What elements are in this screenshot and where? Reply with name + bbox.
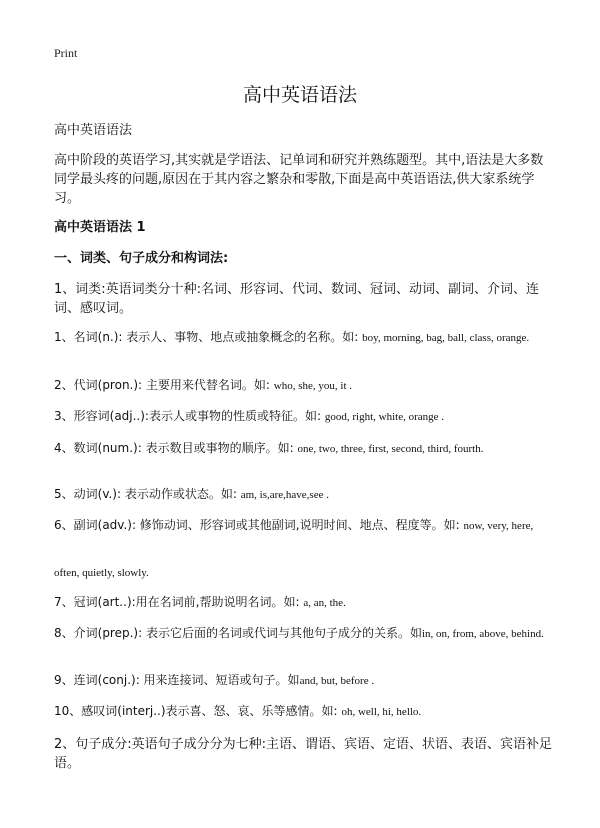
verb-label: 5、动词(v.): 表示动作或状态。如: — [54, 487, 237, 501]
noun-label: 1、名词(n.): 表示人、事物、地点或抽象概念的名称。如: — [54, 330, 359, 344]
preposition-paragraph — [54, 625, 554, 643]
adverb-label: 6、副词(adv.): 修饰动词、形容词或其他副词,说明时间、地点、程度等。如: — [54, 518, 460, 532]
noun-paragraph — [54, 329, 554, 347]
document-subtitle: 高中英语语法 — [54, 123, 133, 138]
article-label: 7、冠词(art..):用在名词前,帮助说明名词。如: — [54, 595, 300, 609]
pronoun-label: 2、代词(pron.): 主要用来代替名词。如: — [54, 378, 270, 392]
interjection-label: 10、感叹词(interj..)表示喜、怒、哀、乐等感情。如: — [54, 704, 338, 718]
adjective-examples: good, right, white, orange . — [324, 411, 445, 423]
intro-paragraph: 高中阶段的英语学习,其实就是学语法、记单词和研究并熟练题型。其中,语法是大多数同学最头疼的问题,原因在于其内容之繁杂和零散,下面是高中英语语法,供大家系统学习。 — [54, 153, 544, 206]
interjection-examples: oh, well, hi, hello. — [341, 706, 422, 718]
numeral-label: 4、数词(num.): 表示数目或事物的顺序。如: — [54, 441, 294, 455]
adjective-label: 3、形容词(adj..):表示人或事物的性质或特征。如: — [54, 409, 322, 423]
verb-paragraph — [54, 486, 554, 504]
article-paragraph — [54, 594, 554, 612]
sentence-parts-paragraph: 2、句子成分:英语句子成分分为七种:主语、谓语、宾语、定语、状语、表语、宾语补足语。 — [54, 737, 553, 771]
noun-examples: boy, morning, bag, ball, class, orange. — [362, 332, 530, 344]
interjection-paragraph — [54, 703, 554, 721]
conjunction-label: 9、连词(conj.): 用来连接词、短语或句子。如 — [54, 673, 300, 687]
adverb-examples: now, very, here, — [463, 520, 534, 532]
adverb-examples-continued — [54, 564, 554, 582]
article-examples: a, an, the. — [303, 597, 346, 609]
adverb-paragraph — [54, 517, 554, 535]
conjunction-paragraph — [54, 672, 554, 690]
numeral-paragraph — [54, 440, 554, 458]
preposition-label: 8、介词(prep.): 表示它后面的名词或代词与其他句子成分的关系。如 — [54, 626, 422, 640]
print-link[interactable]: Print — [54, 46, 78, 60]
verb-examples: am, is,are,have,see . — [240, 489, 329, 501]
page-title: 高中英语语法 — [242, 84, 357, 106]
word-classes-paragraph: 1、词类:英语词类分十种:名词、形容词、代词、数词、冠词、动词、副词、介词、连词、感叹词。 — [54, 282, 540, 316]
section-heading: 高中英语语法 1 — [54, 220, 146, 235]
conjunction-examples: and, but, before . — [299, 675, 375, 687]
subsection-heading: 一、词类、句子成分和构词法: — [54, 251, 229, 266]
pronoun-paragraph — [54, 377, 554, 395]
preposition-examples: in, on, from, above, behind. — [421, 628, 544, 640]
numeral-examples: one, two, three, first, second, third, fourth. — [297, 443, 484, 455]
adjective-paragraph — [54, 408, 554, 426]
pronoun-examples: who, she, you, it . — [273, 380, 353, 392]
adverb-examples-cont: often, quietly, slowly. — [54, 567, 149, 579]
